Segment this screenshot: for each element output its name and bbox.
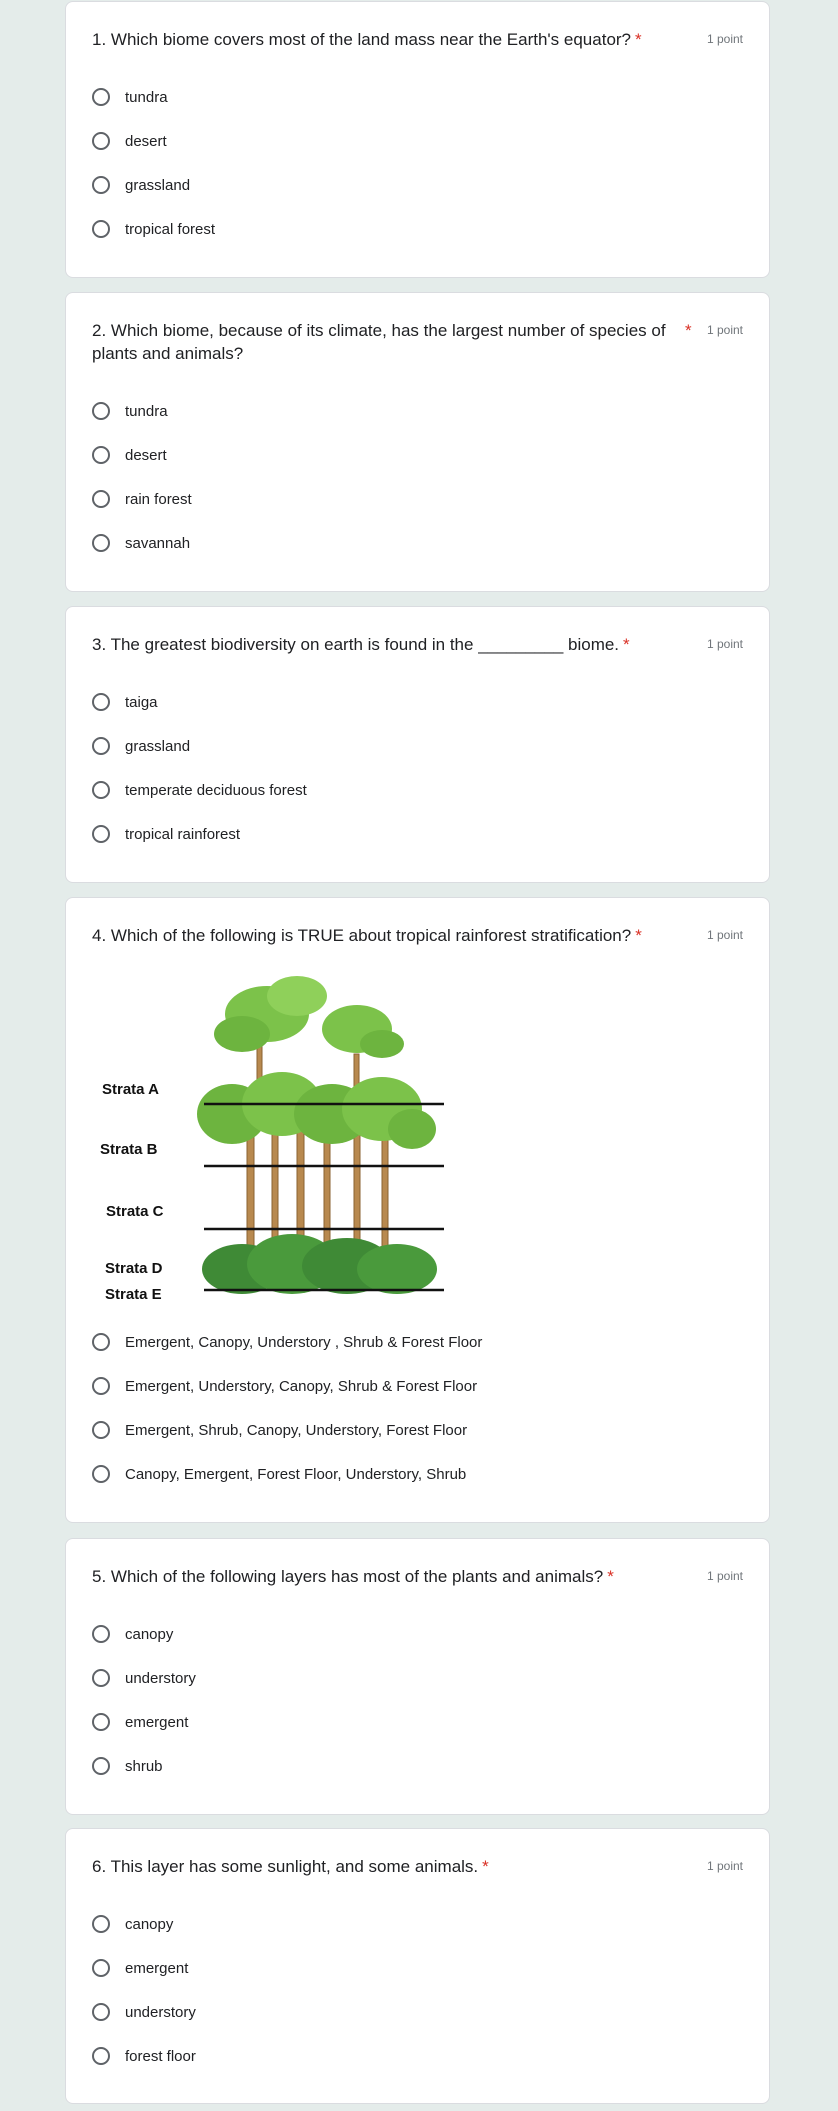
radio-button[interactable] [92, 1757, 110, 1775]
points-label: 1 point [706, 928, 743, 942]
radio-button[interactable] [92, 693, 110, 711]
radio-option[interactable] [92, 734, 190, 758]
radio-button[interactable] [92, 1915, 110, 1933]
radio-button[interactable] [92, 132, 110, 150]
radio-button[interactable] [92, 88, 110, 106]
radio-option[interactable] [92, 2044, 196, 2068]
option-label: emergent [125, 1713, 189, 1731]
radio-button[interactable] [92, 1669, 110, 1687]
radio-button[interactable] [92, 1625, 110, 1643]
question-title: 6. This layer has some sunlight, and some animals. * [92, 1857, 489, 1876]
radio-button[interactable] [92, 1377, 110, 1395]
points-label: 1 point [706, 637, 743, 651]
radio-button[interactable] [92, 220, 110, 238]
radio-option[interactable] [92, 85, 168, 109]
option-label: understory [125, 1669, 196, 1687]
question-card-5 [65, 1538, 770, 1815]
radio-button[interactable] [92, 1465, 110, 1483]
option-label: tundra [125, 402, 168, 420]
radio-button[interactable] [92, 737, 110, 755]
option-label: grassland [125, 176, 191, 194]
radio-button[interactable] [92, 534, 110, 552]
question-card-4 [65, 897, 770, 1523]
radio-button[interactable] [92, 1333, 110, 1351]
radio-option[interactable] [92, 1710, 188, 1734]
question-card-6 [65, 1828, 770, 2104]
radio-button[interactable] [92, 176, 110, 194]
radio-option[interactable] [92, 399, 168, 423]
option-label: rain forest [125, 490, 192, 508]
option-label: emergent [125, 1959, 189, 1977]
strata-label: Strata D [105, 1260, 163, 1277]
radio-option[interactable] [92, 1754, 163, 1778]
radio-option[interactable] [92, 1956, 188, 1980]
option-label: temperate deciduous forest [125, 781, 307, 799]
option-label: tropical forest [125, 220, 216, 238]
radio-button[interactable] [92, 825, 110, 843]
strata-label: Strata E [105, 1286, 162, 1303]
points-label: 1 point [706, 323, 743, 337]
question-card-1 [65, 1, 770, 278]
option-label: grassland [125, 737, 191, 755]
option-label: desert [125, 132, 167, 150]
radio-option[interactable] [92, 1330, 482, 1354]
points-label: 1 point [706, 1569, 743, 1583]
required-marker: * [635, 30, 642, 49]
strata-label: Strata C [106, 1203, 164, 1220]
radio-option[interactable] [92, 690, 158, 714]
radio-button[interactable] [92, 1959, 110, 1977]
radio-button[interactable] [92, 2047, 110, 2065]
radio-option[interactable] [92, 1666, 196, 1690]
radio-option[interactable] [92, 129, 167, 153]
question-title: 3. The greatest biodiversity on earth is found in the _________ biome. * [92, 635, 630, 654]
strata-label: Strata B [100, 1141, 158, 1158]
radio-option[interactable] [92, 778, 307, 802]
shrub-layer [202, 1234, 437, 1294]
option-label: canopy [125, 1625, 174, 1643]
radio-button[interactable] [92, 781, 110, 799]
radio-option[interactable] [92, 1374, 477, 1398]
radio-option[interactable] [92, 822, 240, 846]
radio-option[interactable] [92, 1622, 173, 1646]
radio-button[interactable] [92, 446, 110, 464]
strata-label: Strata A [102, 1081, 159, 1098]
points-label: 1 point [706, 32, 743, 46]
radio-option[interactable] [92, 487, 192, 511]
radio-option[interactable] [92, 1462, 466, 1486]
option-label: Emergent, Shrub, Canopy, Understory, Forest Floor [125, 1421, 468, 1439]
option-label: Canopy, Emergent, Forest Floor, Understory, Shrub [125, 1465, 467, 1483]
radio-option[interactable] [92, 531, 190, 555]
question-card-3 [65, 606, 770, 883]
required-marker: * [482, 1857, 489, 1876]
radio-option[interactable] [92, 173, 190, 197]
option-label: tundra [125, 88, 168, 106]
required-marker: * [623, 635, 630, 654]
option-label: Emergent, Canopy, Understory , Shrub & Forest Floor [125, 1333, 483, 1351]
canopy-crowns [197, 1072, 436, 1149]
option-label: desert [125, 446, 167, 464]
radio-button[interactable] [92, 1421, 110, 1439]
rainforest-strata-image [92, 974, 492, 1304]
radio-option[interactable] [92, 217, 215, 241]
option-label: understory [125, 2003, 196, 2021]
radio-option[interactable] [92, 443, 167, 467]
radio-option[interactable] [92, 1912, 173, 1936]
option-label: shrub [125, 1757, 163, 1775]
radio-button[interactable] [92, 402, 110, 420]
question-title: 4. Which of the following is TRUE about tropical rainforest stratification? * [92, 926, 642, 945]
emergent-crowns [214, 976, 404, 1058]
option-label: taiga [125, 693, 158, 711]
radio-option[interactable] [92, 1418, 467, 1442]
option-label: forest floor [125, 2047, 196, 2065]
option-label: tropical rainforest [125, 825, 241, 843]
radio-button[interactable] [92, 2003, 110, 2021]
points-label: 1 point [706, 1859, 743, 1873]
required-marker: * [685, 321, 692, 340]
option-label: Emergent, Understory, Canopy, Shrub & Forest Floor [125, 1377, 478, 1395]
radio-button[interactable] [92, 490, 110, 508]
question-title: 1. Which biome covers most of the land mass near the Earth's equator? * [92, 30, 642, 49]
option-label: canopy [125, 1915, 174, 1933]
question-title: 2. Which biome, because of its climate, has the largest number of species of plants and animals? [92, 321, 666, 363]
option-label: savannah [125, 534, 191, 552]
required-marker: * [607, 1567, 614, 1586]
question-card-2 [65, 292, 770, 592]
question-title: 5. Which of the following layers has most of the plants and animals? * [92, 1567, 614, 1586]
radio-button[interactable] [92, 1713, 110, 1731]
radio-option[interactable] [92, 2000, 196, 2024]
required-marker: * [635, 926, 642, 945]
